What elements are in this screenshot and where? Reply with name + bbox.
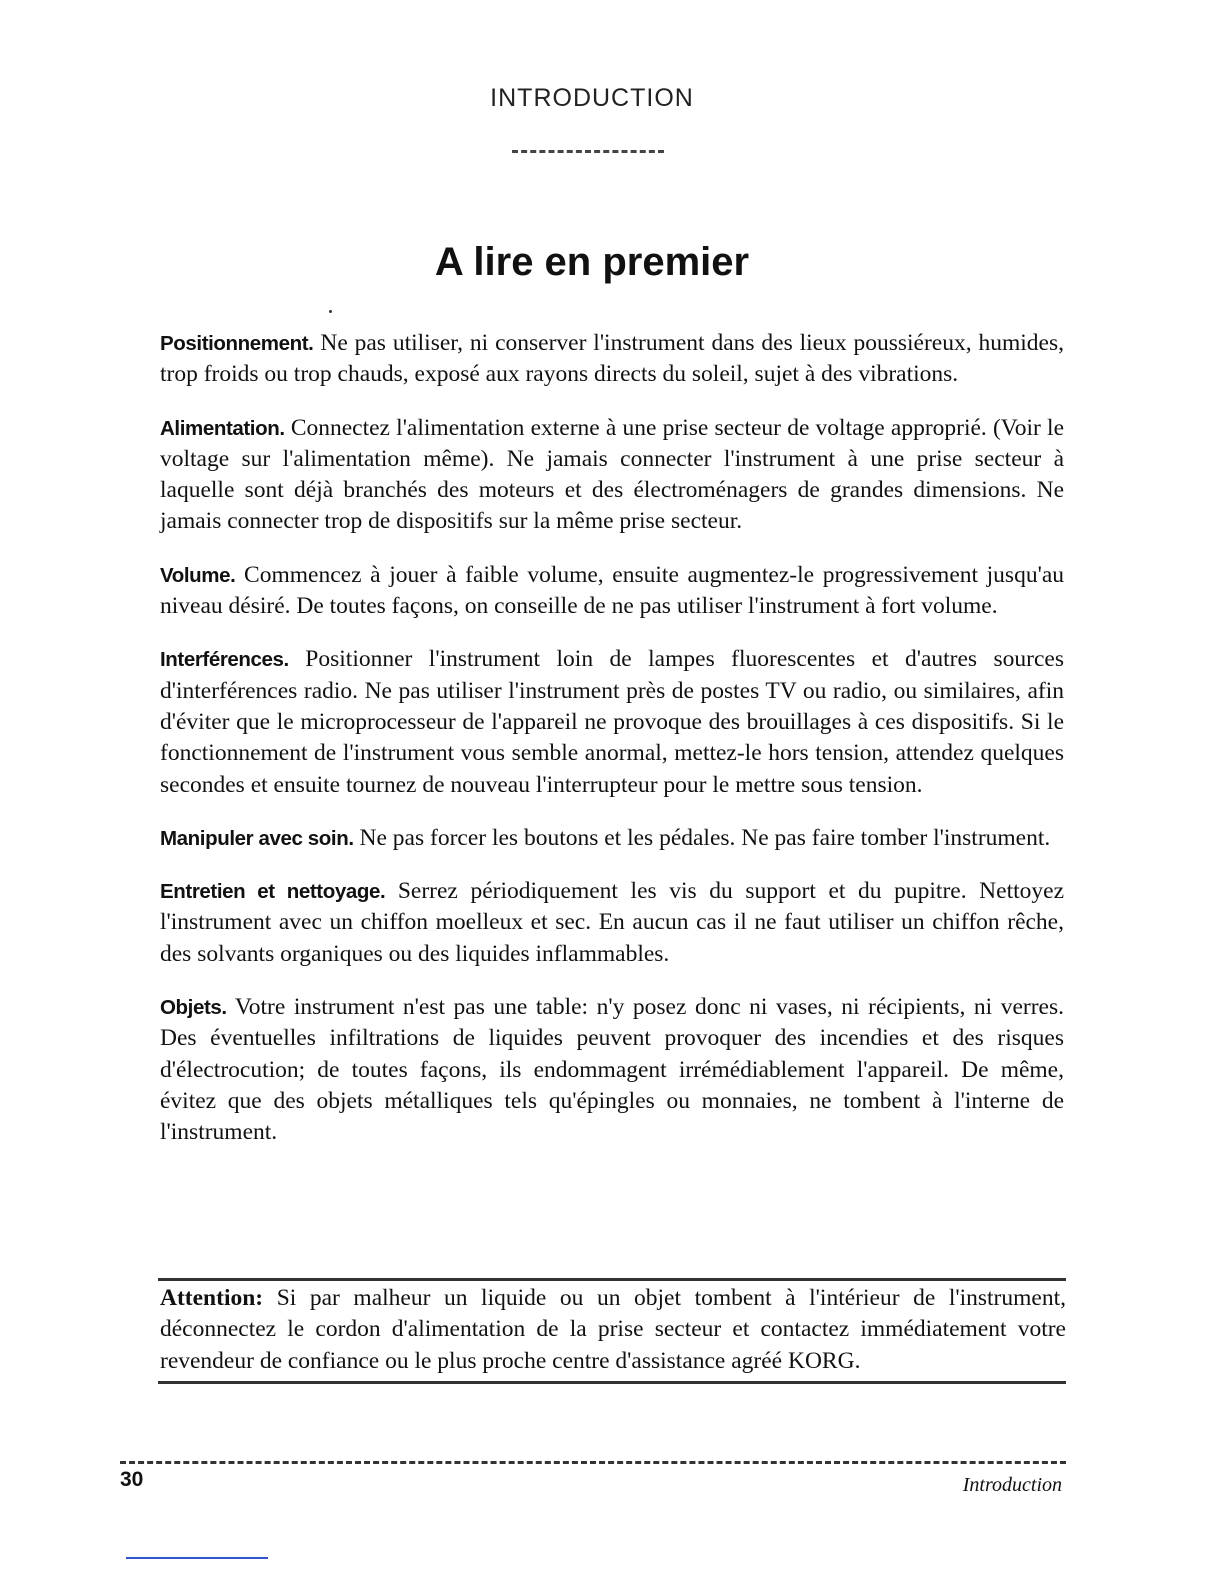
header-dashed-rule [512, 150, 664, 153]
footer-dashed-rule [120, 1461, 1066, 1464]
paragraph-body: Commencez à jouer à faible volume, ensuite augmentez-le progressivement jusqu'au niveau désiré. De toutes façons, on conseille de ne pas utiliser l'instrument à fort volume. [160, 561, 1064, 620]
paragraph-alimentation [160, 413, 1064, 538]
paragraph-lead: Alimentation. [160, 416, 285, 440]
page-number: 30 [120, 1468, 144, 1491]
paragraph-lead: Positionnement. [160, 332, 314, 355]
footer-section-name: Introduction [962, 1474, 1062, 1496]
paragraph-lead: Manipuler avec soin. [160, 826, 354, 850]
attention-box [158, 1278, 1066, 1384]
paragraph-body: Votre instrument n'est pas une table: n'y posez donc ni vases, ni récipients, ni verres. Des éventuelles infiltrations de liquides peuvent provoquer des incendies et des risques d'électrocution; de toutes façons, ils endommagent irrémédiablement l'appareil. De même, évitez que des objets métalliques tels qu'épingles ou monnaies, ne tombent à l'interne de l'instrument. [160, 994, 1064, 1146]
attention-lead: Attention: [160, 1285, 264, 1311]
paragraph-lead: Volume. [160, 563, 236, 587]
running-section-header: INTRODUCTION [490, 84, 694, 112]
paragraph-body: Serrez périodiquement les vis du support et du pupitre. Nettoyez l'instrument avec un chiffon moelleux et sec. En aucun cas il ne faut utiliser un chiffon rêche, des solvants organiques ou des liquides inflammables. [160, 878, 1064, 967]
paragraph-body: Ne pas forcer les boutons et les pédales. Ne pas faire tomber l'instrument. [353, 824, 1051, 851]
scan-edge-line [126, 1557, 268, 1559]
paragraph-body: Connectez l'alimentation externe à une prise secteur de voltage approprié. (Voir le voltage sur l'alimentation même). Ne jamais connecter l'instrument à une prise secteur à laquelle sont déjà branchés des moteurs et des électroménagers de grandes dimensions. Ne jamais connecter trop de dispositifs sur la même prise secteur. [160, 414, 1064, 535]
paragraph-objets [160, 992, 1064, 1148]
paragraph-entretien [160, 876, 1064, 970]
paragraph-lead: Interférences. [160, 648, 289, 672]
paragraph-positionnement [160, 328, 1064, 391]
paragraph-body: Ne pas utiliser, ni conserver l'instrument dans des lieux poussiéreux, humides, trop froids ou trop chauds, exposé aux rayons directs du soleil, sujet à des vibrations. [160, 330, 1064, 388]
attention-body: Si par malheur un liquide ou un objet tombent à l'intérieur de l'instrument, déconnectez le cordon d'alimentation de la prise secteur et contactez immédiatement votre revendeur de confiance ou le plus proche centre d'assistance agréé KORG. [160, 1285, 1066, 1374]
paragraph-lead: Entretien et nettoyage. [160, 880, 386, 904]
paragraph-manipuler [160, 823, 1064, 854]
attention-paragraph [160, 1283, 1066, 1377]
paragraph-body: Positionner l'instrument loin de lampes fluorescentes et d'autres sources d'interférences radio. Ne pas utiliser l'instrument près de postes TV ou radio, ou similaires, afin d'éviter que le microprocesseur de l'appareil ne provoque des brouillages à ces dispositifs. Si le fonctionnement de l'instrument vous semble anormal, mettez-le hors tension, attendez quelques secondes et ensuite tournez de nouveau l'interrupteur pour le mettre sous tension. [160, 646, 1064, 798]
paragraph-lead: Objets. [160, 996, 227, 1020]
scan-speck [329, 310, 332, 313]
paragraph-interferences [160, 644, 1064, 800]
paragraph-volume [160, 560, 1064, 623]
page-title: A lire en premier [434, 240, 750, 284]
body-text [160, 328, 1064, 1171]
